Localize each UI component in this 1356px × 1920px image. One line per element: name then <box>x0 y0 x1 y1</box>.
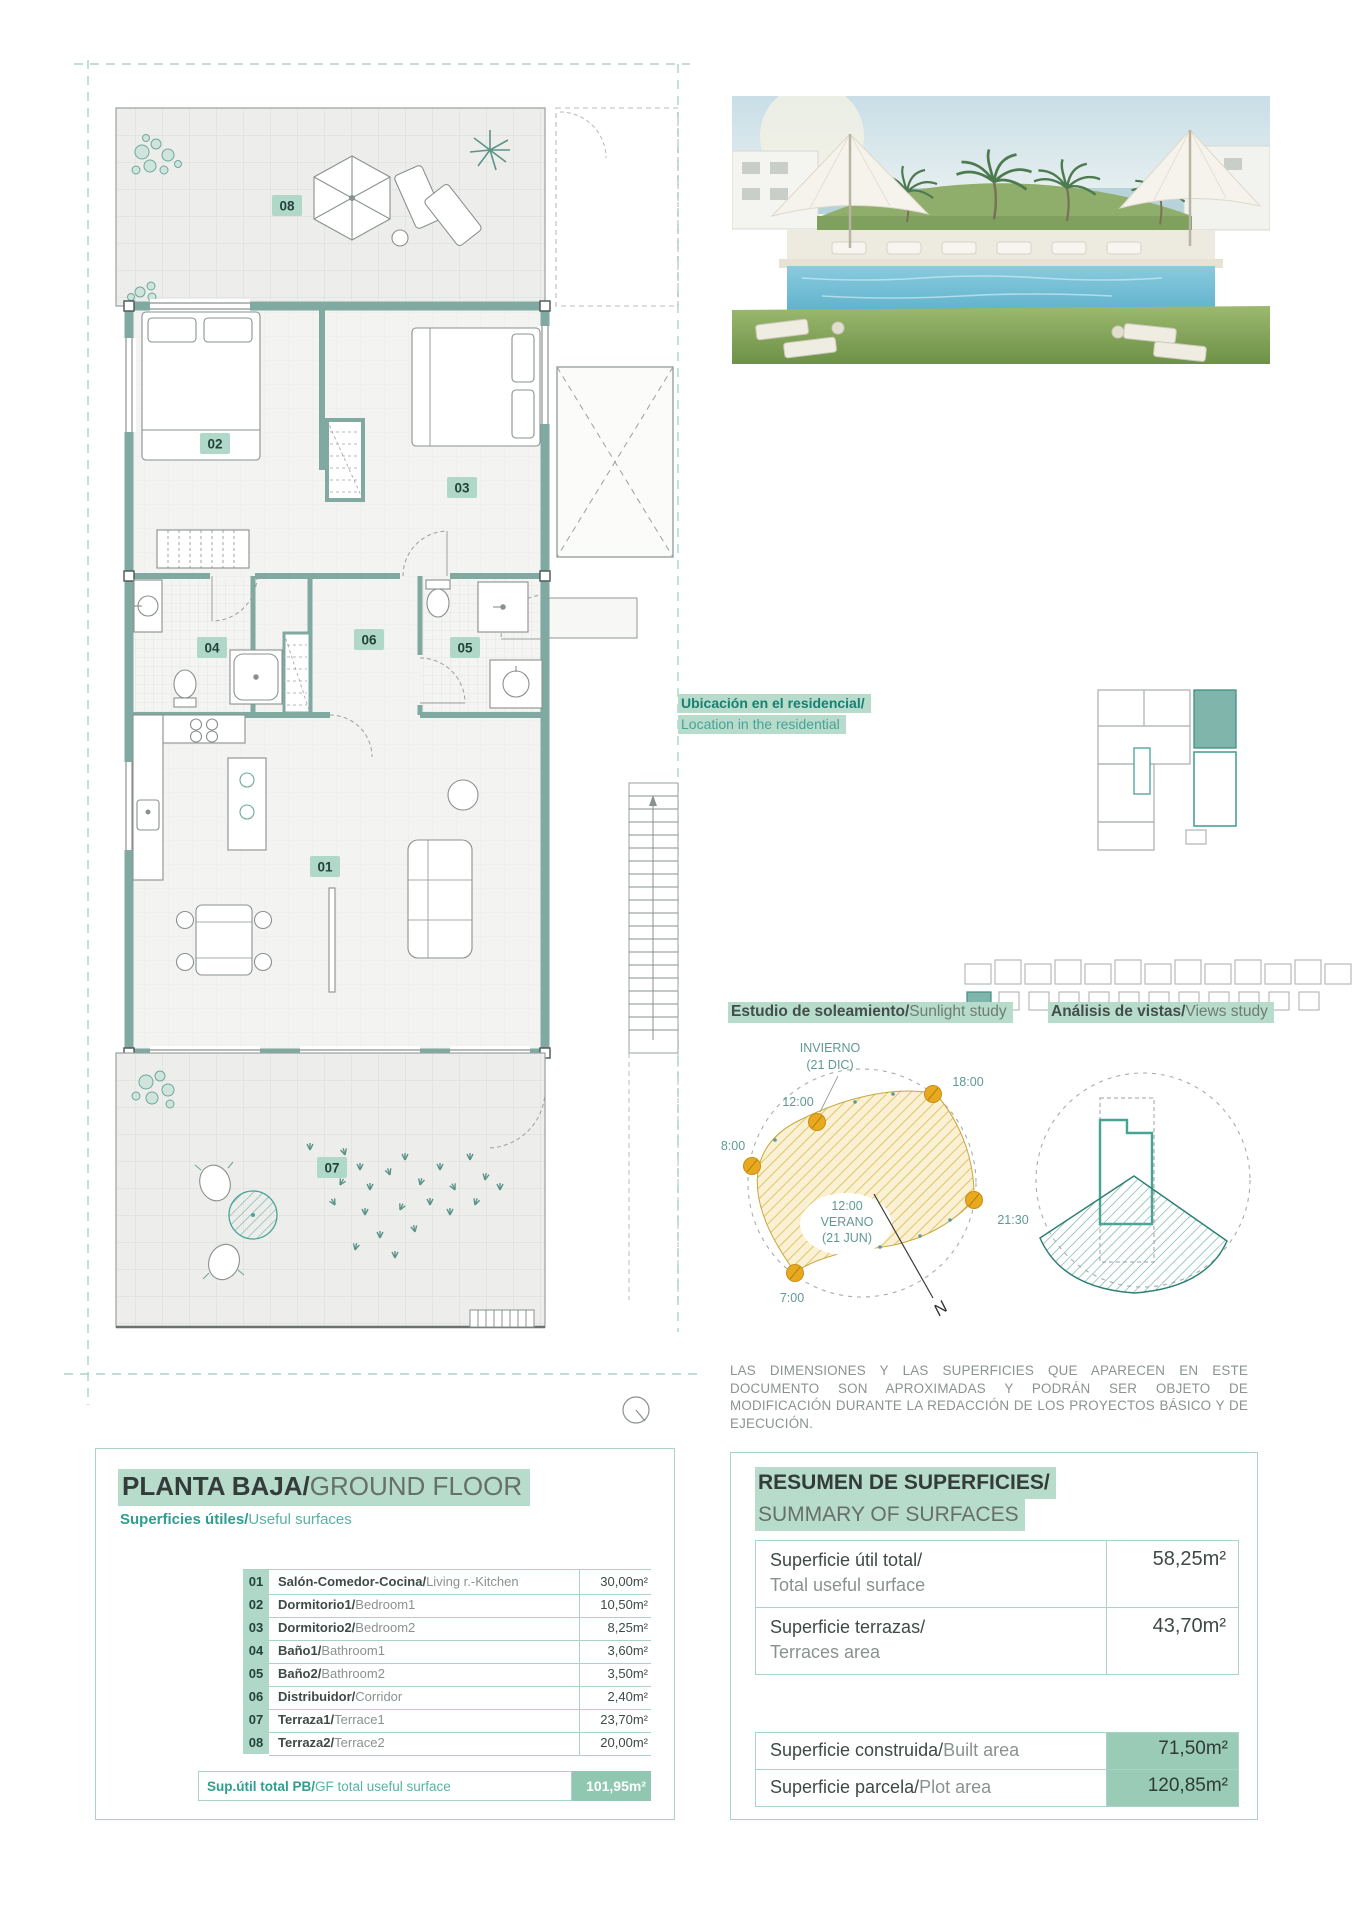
svg-text:VERANO: VERANO <box>820 1215 874 1229</box>
total-useful-surface-value: 101,95m² <box>572 1771 651 1801</box>
svg-text:01: 01 <box>317 859 333 875</box>
summary-title: RESUMEN DE SUPERFICIES/ SUMMARY OF SURFACES <box>755 1467 1056 1531</box>
room-badge-label: 07 <box>324 1160 340 1176</box>
built-plot-table <box>755 1733 1239 1807</box>
disclaimer-text: LAS DIMENSIONES Y LAS SUPERFICIES QUE APARECEN EN ESTE DOCUMENTO SON APROXIMADAS Y PODRÁN SER OBJETO DE MODIFICACIÓN DURANTE LA REDACCIÓN DE LOS PROYECTOS BÁSICO Y DE EJECUCIÓN. <box>730 1363 1248 1431</box>
svg-text:12:00: 12:00 <box>831 1199 863 1213</box>
table-row: Superficie parcela/Plot area 120,85m² <box>755 1769 1239 1807</box>
sunlight-study-title: Estudio de soleamiento/Sunlight study <box>728 1002 1013 1023</box>
view-cone <box>1040 1176 1227 1293</box>
stairs <box>629 783 678 1053</box>
pool <box>787 266 1215 312</box>
terrace-2-area <box>116 108 545 306</box>
table-row: 06 Distribuidor/Corridor 2,40m² <box>243 1685 651 1708</box>
terrace-1-area <box>116 1053 545 1327</box>
svg-text:21:30: 21:30 <box>997 1213 1029 1227</box>
highlighted-unit <box>1194 690 1236 748</box>
location-caption-en: Location in the residential <box>678 715 846 734</box>
svg-text:05: 05 <box>457 640 473 656</box>
table-row: 04 Baño1/Bathroom1 3,60m² <box>243 1639 651 1662</box>
location-caption-es: Ubicación en el residencial/ <box>678 694 871 713</box>
table-row: Superficie terrazas/ Terraces area 43,70m² <box>755 1607 1239 1675</box>
bed-icon <box>412 328 540 446</box>
entry-landing <box>549 598 637 638</box>
sunlight-diagram <box>721 1041 1029 1320</box>
ground-floor-subtitle: Superficies útiles/Useful surfaces <box>120 1511 352 1528</box>
table-row: 07 Terraza1/Terrace1 23,70m² <box>243 1708 651 1731</box>
study-diagrams <box>690 1030 1290 1330</box>
summary-panel <box>730 1452 1258 1820</box>
svg-text:02: 02 <box>207 436 223 452</box>
terraces-area-value: 43,70m² <box>1106 1608 1238 1674</box>
table-row: 01 Salón-Comedor-Cocina/Living r.-Kitchen 30,00m² <box>243 1570 651 1593</box>
svg-text:7:00: 7:00 <box>779 1291 805 1305</box>
useful-surfaces-table <box>243 1569 651 1754</box>
svg-text:(21 DIC): (21 DIC) <box>806 1058 854 1072</box>
stairwell-column <box>549 108 678 1423</box>
tv-unit-icon <box>329 888 335 992</box>
wardrobe <box>157 530 249 568</box>
table-row: 08 Terraza2/Terrace2 20,00m² <box>243 1731 651 1754</box>
views-study-title: Análisis de vistas/Views study <box>1048 1002 1274 1023</box>
apartment-interior <box>122 299 552 1060</box>
table-row: 03 Dormitorio2/Bedroom2 8,25m² <box>243 1616 651 1639</box>
terrace-table-icon <box>229 1191 277 1239</box>
table-row: Superficie útil total/ Total useful surface 58,25m² <box>755 1540 1239 1608</box>
ground-floor-panel <box>95 1448 675 1820</box>
svg-text:(21 JUN): (21 JUN) <box>821 1231 873 1245</box>
total-useful-value: 58,25m² <box>1106 1541 1238 1607</box>
unit-outline <box>1194 752 1236 826</box>
residential-location-diagram <box>1090 686 1244 856</box>
views-diagram <box>1036 1073 1250 1293</box>
table-row: 02 Dormitorio1/Bedroom1 10,50m² <box>243 1593 651 1616</box>
door-mat-icon <box>470 1310 534 1327</box>
summary-table <box>755 1541 1239 1675</box>
table-row: 05 Baño2/Bathroom2 3,50m² <box>243 1662 651 1685</box>
pool-outline <box>1134 748 1150 794</box>
svg-text:18:00: 18:00 <box>952 1075 984 1089</box>
location-caption <box>678 694 871 734</box>
svg-text:03: 03 <box>454 480 470 496</box>
floor-plan <box>60 50 710 1430</box>
svg-text:8:00: 8:00 <box>720 1139 746 1153</box>
built-area-value: 71,50m² <box>1106 1733 1238 1769</box>
ground-floor-title: PLANTA BAJA/GROUND FLOOR <box>118 1469 530 1506</box>
total-useful-surface-row: Sup.útil total PB/ GF total useful surface 101,95m² <box>198 1771 651 1801</box>
table-row: Superficie construida/Built area 71,50m² <box>755 1732 1239 1770</box>
svg-text:04: 04 <box>204 640 220 656</box>
residential-render-photo <box>732 96 1270 364</box>
room-badge-label: 08 <box>279 198 295 214</box>
plot-area-value: 120,85m² <box>1106 1770 1238 1806</box>
svg-text:N: N <box>929 1297 952 1320</box>
svg-text:06: 06 <box>361 632 377 648</box>
svg-text:12:00: 12:00 <box>782 1095 814 1109</box>
svg-text:INVIERNO: INVIERNO <box>799 1041 861 1055</box>
